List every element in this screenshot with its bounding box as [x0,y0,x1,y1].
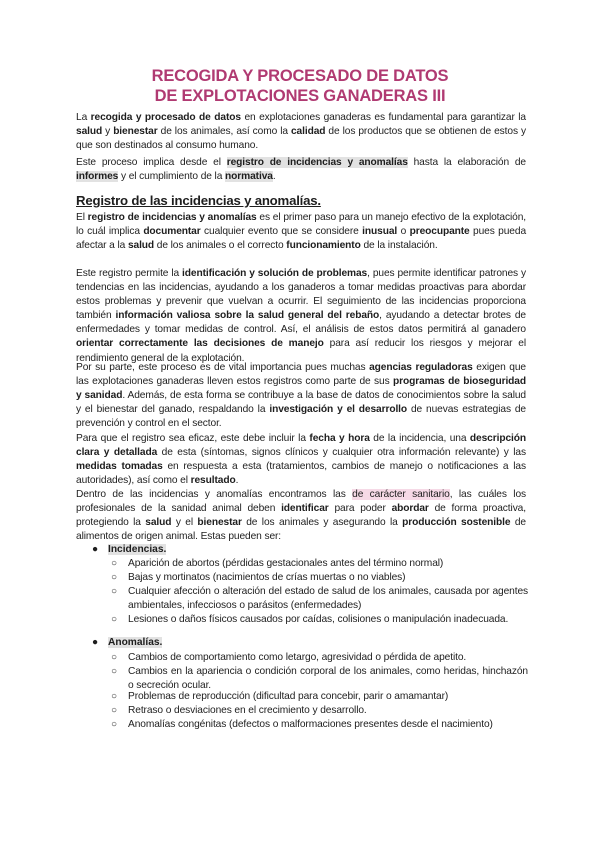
section-paragraph-1: El registro de incidencias y anomalías es el primer paso para un manejo efectivo de la explotación, lo cuál implica documentar cualquier evento que se considere inusual o preocupante pues pueda afectar a la salud de los animales o el correcto funcionamiento de la instalación. [76,212,527,252]
sub-bullet-marker: ○ [111,691,117,702]
sub-bullet-marker: ○ [111,586,117,597]
list-item: ○ Cambios en la apariencia o condición corporal de los animales, como heridas, hinchazón o secreción ocular. [111,666,528,692]
list-item: ○ Bajas y mortinatos (nacimientos de crías muertas o no viables) [128,571,528,585]
list-item: ○ Problemas de reproducción (dificultad para concebir, parir o amamantar) [128,690,528,704]
sub-bullet-marker: ○ [111,558,117,569]
sub-bullet-marker: ○ [111,652,117,663]
sub-bullet-marker: ○ [111,572,117,583]
bullet-marker: ● [92,637,99,648]
list-item: ○ Anomalías congénitas (defectos o malformaciones presentes desde el nacimiento) [128,718,528,732]
list-item: ○ Lesiones o daños físicos causados por caídas, colisiones o manipulación inadecuada. [128,613,528,627]
bullet-marker: ● [92,544,99,555]
page-title [60,66,540,106]
list-item: ○ Cualquier afección o alteración del estado de salud de los animales, causada por agentes ambientales, infecciosos o parásitos (enfermedades) [111,586,528,612]
section-heading: Registro de las incidencias y anomalías. [76,193,321,208]
section-paragraph-2: Este registro permite la identificación y solución de problemas, pues permite identificar patrones y tendencias en las incidencias, ayudando a los ganaderos a tomar medidas proactivas para abordar estos problemas y prevenir que vuelvan a ocurrir. El seguimiento de las incidencias proporciona también información valiosa sobre la salud general del rebaño, ayudando a detectar brotes de enfermedades y tomar medidas de control. Así, el análisis de estos datos permitirá al ganadero orientar correctamente las decisiones de manejo para así reducir los riesgos y mejorar el rendimiento general de la explotación. [76,268,526,364]
intro-paragraph-2: Este proceso implica desde el registro de incidencias y anomalías hasta la elaboración de informes y el cumplimiento de la normativa. [76,157,526,183]
list-bullet-anomalias [92,636,522,650]
sub-bullet-marker: ○ [111,666,117,677]
bullet-label: Anomalías. [108,637,163,648]
section-paragraph-5: Dentro de las incidencias y anomalías encontramos las de carácter sanitario, las cuáles los profesionales de la sanidad animal deben identificar para poder abordar de forma proactiva, protegiendo la salud y el bienestar de los animales y asegurando la producción sostenible de alimentos de origen animal. Estas pueden ser: [76,489,527,543]
list-item: ○ Retraso o desviaciones en el crecimiento y desarrollo. [128,704,528,718]
bullet-label: Incidencias. [108,544,167,555]
list-bullet-incidencias [92,543,522,557]
sub-bullet-marker: ○ [111,719,117,730]
title-line-1: RECOGIDA Y PROCESADO DE DATOS [151,67,449,85]
section-paragraph-4: Para que el registro sea eficaz, este debe incluir la fecha y hora de la incidencia, una descripción clara y detallada de esta (síntomas, signos clínicos y cualquier otra información relevante) y las medidas tomadas en respuesta a esta (tratamientos, cambios de manejo o notificaciones a las autoridades), así como el resultado. [76,433,526,487]
title-line-2: DE EXPLOTACIONES GANADERAS III [154,87,446,105]
intro-paragraph-1: La recogida y procesado de datos en explotaciones ganaderas es fundamental para garantizar la salud y bienestar de los animales, así como la calidad de los productos que se obtienen de estos y que son destinados al consumo humano. [76,112,526,152]
sub-bullet-marker: ○ [111,705,117,716]
list-item: ○ Cambios de comportamiento como letargo, agresividad o pérdida de apetito. [128,651,528,665]
list-item: ○ Aparición de abortos (pérdidas gestacionales antes del término normal) [128,557,528,571]
section-paragraph-3: Por su parte, este proceso es de vital importancia pues muchas agencias reguladoras exigen que las explotaciones ganaderas lleven estos registros como parte de sus programas de bioseguridad y sanidad. Además, de esta forma se contribuye a la base de datos de conocimientos sobre la salud y el bienestar del ganado, respaldando la investigación y el desarrollo de nuevas estrategias de prevención y control en el sector. [76,362,526,430]
sub-bullet-marker: ○ [111,614,117,625]
